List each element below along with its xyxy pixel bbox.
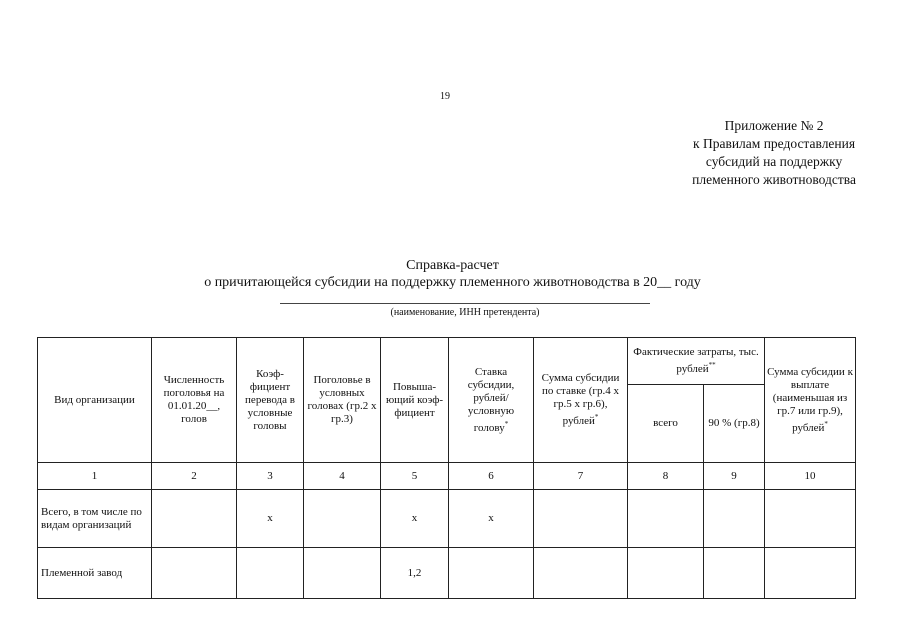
table-cell: х bbox=[449, 490, 534, 548]
column-number: 9 bbox=[704, 463, 765, 490]
footnote-mark: * bbox=[594, 413, 599, 421]
table-row bbox=[38, 548, 856, 599]
footnote-mark: * bbox=[504, 419, 509, 428]
header-conditional-heads: Поголовье в условных головах (гр.2 х гр.3) bbox=[304, 338, 381, 463]
column-number: 8 bbox=[628, 463, 704, 490]
header-increasing-coef: Повыша-ющий коэф-фициент bbox=[381, 338, 449, 463]
table-cell bbox=[628, 490, 704, 548]
header-org-type: Вид организации bbox=[38, 338, 152, 463]
document-title: Справка-расчет bbox=[406, 258, 499, 273]
header-subsidy-sum-text: Сумма субсидии по ставке (гр.4 х гр.5 х гр.6), рублей bbox=[541, 372, 620, 427]
table-cell bbox=[765, 490, 856, 548]
table-cell bbox=[765, 548, 856, 599]
header-costs-90-percent: 90 % (гр.8) bbox=[704, 385, 765, 463]
appendix-line-3: субсидий на поддержку bbox=[705, 154, 843, 169]
table-cell: х bbox=[381, 490, 449, 548]
table-cell: 1,2 bbox=[381, 548, 449, 599]
footnote-mark: * bbox=[824, 419, 828, 428]
table-cell bbox=[449, 548, 534, 599]
column-number: 6 bbox=[449, 463, 534, 490]
table-cell bbox=[152, 548, 237, 599]
page-number: 19 bbox=[440, 91, 450, 102]
header-subsidy-rate bbox=[449, 338, 534, 463]
table-cell bbox=[304, 490, 381, 548]
table-cell bbox=[628, 548, 704, 599]
name-fill-line bbox=[280, 303, 650, 304]
header-headcount: Численность поголовья на 01.01.20__, голов bbox=[152, 338, 237, 463]
table-cell bbox=[304, 548, 381, 599]
table-cell bbox=[534, 490, 628, 548]
calculation-table bbox=[37, 337, 856, 599]
table-cell bbox=[704, 548, 765, 599]
column-number: 5 bbox=[381, 463, 449, 490]
header-actual-costs bbox=[628, 338, 765, 385]
header-actual-costs-text: Фактические затраты, тыс. рублей bbox=[633, 346, 759, 375]
table-cell bbox=[237, 548, 304, 599]
column-numbers-row bbox=[38, 463, 856, 490]
column-number: 7 bbox=[534, 463, 628, 490]
table-cell: Всего, в том числе по видам организаций bbox=[38, 490, 152, 548]
document-subtitle: о причитающейся субсидии на поддержку племенного животноводства в 20__ году bbox=[204, 275, 701, 290]
column-number: 1 bbox=[38, 463, 152, 490]
appendix-line-4: племенного животноводства bbox=[692, 172, 856, 187]
column-number: 10 bbox=[765, 463, 856, 490]
header-subsidy-sum bbox=[534, 338, 628, 463]
name-caption: (наименование, ИНН претендента) bbox=[390, 307, 540, 318]
appendix-line-1: Приложение № 2 bbox=[724, 118, 824, 133]
table-cell: Племенной завод bbox=[38, 548, 152, 599]
header-payout-sum-text: Сумма субсидии к выплате (наименьшая из гр.7 или гр.9), рублей bbox=[767, 365, 853, 434]
footnote-mark: ** bbox=[708, 361, 716, 369]
table-cell bbox=[704, 490, 765, 548]
column-number: 3 bbox=[237, 463, 304, 490]
appendix-heading bbox=[692, 117, 856, 189]
column-number: 2 bbox=[152, 463, 237, 490]
column-number: 4 bbox=[304, 463, 381, 490]
header-costs-total: всего bbox=[628, 385, 704, 463]
table-cell bbox=[152, 490, 237, 548]
table-cell: х bbox=[237, 490, 304, 548]
header-payout-sum bbox=[765, 338, 856, 463]
table-row bbox=[38, 490, 856, 548]
appendix-line-2: к Правилам предоставления bbox=[693, 136, 856, 151]
header-conversion-coef: Коэф-фициент перевода в условные головы bbox=[237, 338, 304, 463]
table-cell bbox=[534, 548, 628, 599]
header-subsidy-rate-text: Ставка субсидии, рублей/ условную голову bbox=[467, 365, 515, 434]
